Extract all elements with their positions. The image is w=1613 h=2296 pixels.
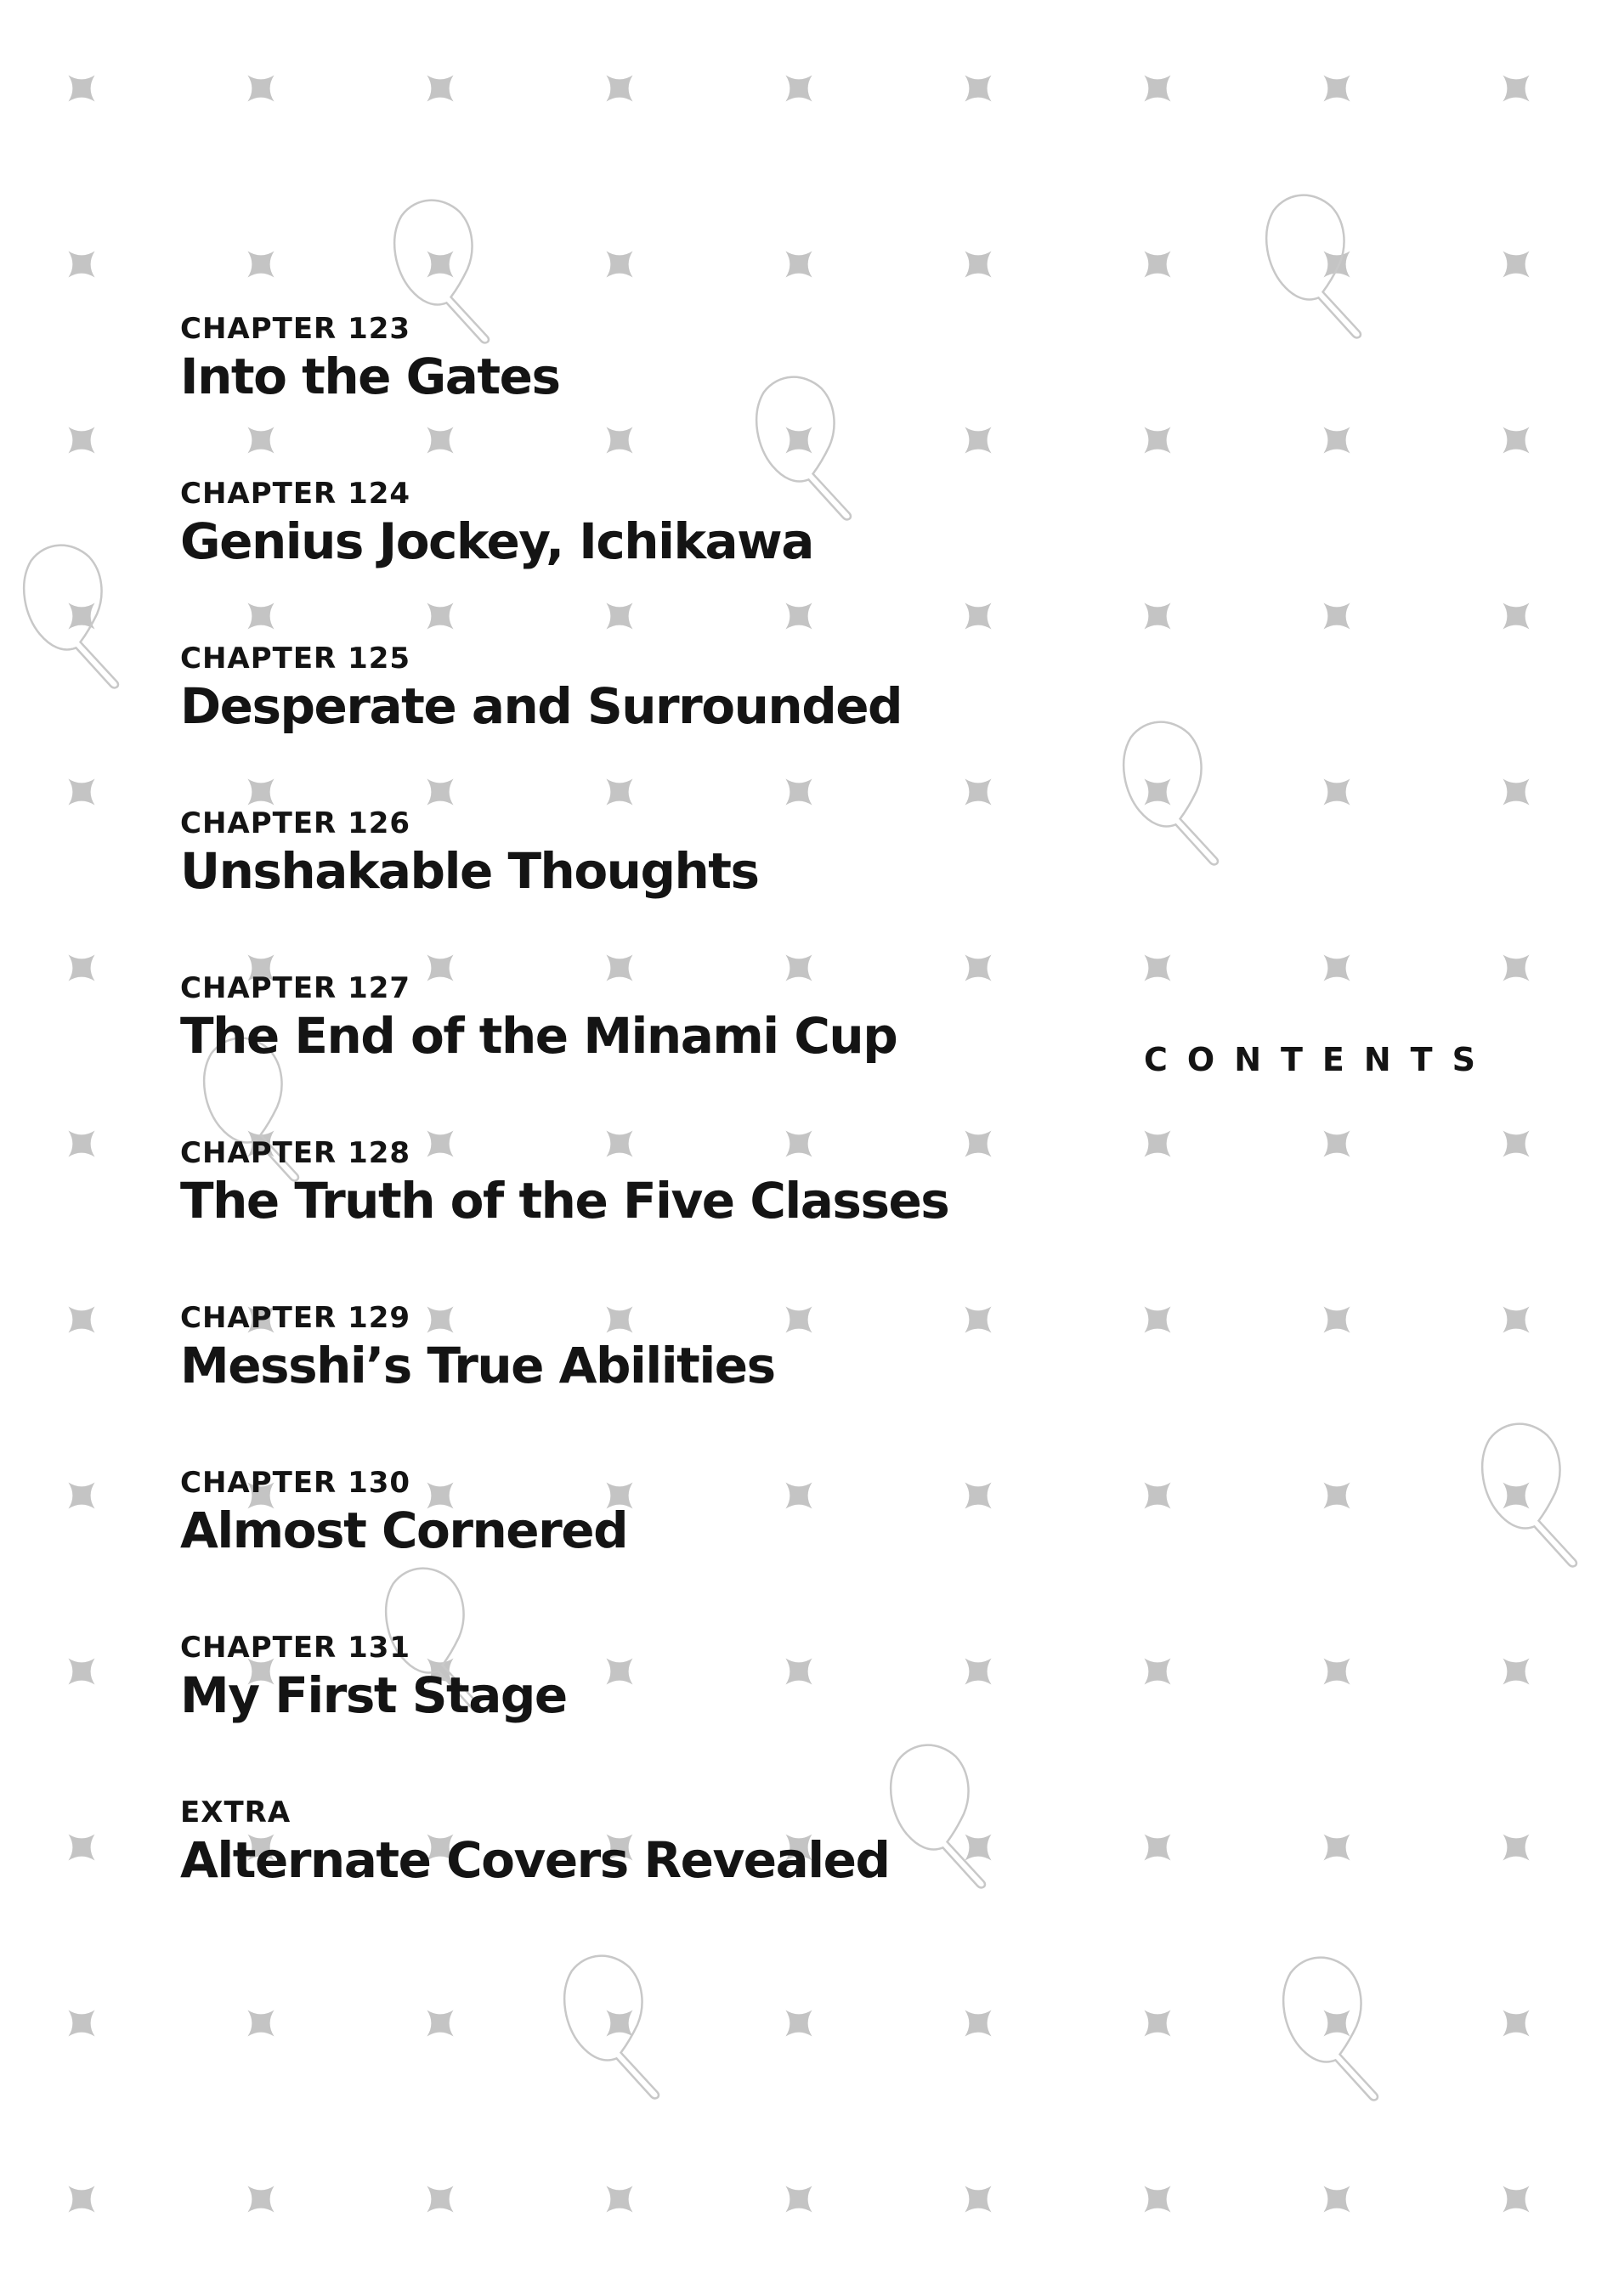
four-point-star-icon [1310, 590, 1363, 642]
four-point-star-icon [773, 1997, 825, 2050]
four-point-star-icon [952, 1997, 1005, 2050]
chapter-label: CHAPTER 126 [180, 806, 411, 840]
four-point-star-icon [1310, 1997, 1363, 2050]
four-point-star-icon [952, 590, 1005, 642]
four-point-star-icon [1310, 766, 1363, 818]
four-point-star-icon [1490, 62, 1542, 115]
chapter-label: CHAPTER 127 [180, 971, 411, 1005]
four-point-star-icon [1490, 1645, 1542, 1698]
four-point-star-icon [1490, 2173, 1542, 2225]
four-point-star-icon [55, 1293, 108, 1346]
leaf-outline-icon [558, 1950, 659, 2109]
four-point-star-icon [1131, 1293, 1184, 1346]
four-point-star-icon [1490, 590, 1542, 642]
four-point-star-icon [593, 238, 646, 291]
four-point-star-icon [1490, 1117, 1542, 1170]
toc-entry [180, 311, 948, 476]
four-point-star-icon [773, 62, 825, 115]
chapter-title: Desperate and Surrounded [180, 677, 903, 735]
chapter-label: CHAPTER 123 [180, 312, 411, 346]
four-point-star-icon [1131, 414, 1184, 467]
four-point-star-icon [414, 238, 467, 291]
four-point-star-icon [1131, 942, 1184, 994]
chapter-label: CHAPTER 124 [180, 477, 411, 511]
four-point-star-icon [1490, 1997, 1542, 2050]
four-point-star-icon [55, 1997, 108, 2050]
chapter-title: The End of the Minami Cup [180, 1007, 897, 1065]
four-point-star-icon [1131, 1645, 1184, 1698]
four-point-star-icon [1131, 1469, 1184, 1522]
toc-entry [180, 641, 948, 806]
four-point-star-icon [1490, 1469, 1542, 1522]
extra-title: Alternate Covers Revealed [180, 1831, 890, 1889]
four-point-star-icon [1490, 1293, 1542, 1346]
four-point-star-icon [1131, 590, 1184, 642]
four-point-star-icon [55, 766, 108, 818]
four-point-star-icon [952, 238, 1005, 291]
four-point-star-icon [1490, 766, 1542, 818]
four-point-star-icon [235, 238, 287, 291]
four-point-star-icon [55, 62, 108, 115]
toc-entry [180, 1630, 948, 1795]
four-point-star-icon [55, 590, 108, 642]
four-point-star-icon [952, 1117, 1005, 1170]
contents-heading: CONTENTS [1144, 1041, 1495, 1078]
four-point-star-icon [1490, 414, 1542, 467]
four-point-star-icon [1310, 1469, 1363, 1522]
chapter-label: CHAPTER 128 [180, 1136, 411, 1170]
leaf-outline-icon [1476, 1418, 1576, 1577]
four-point-star-icon [952, 942, 1005, 994]
four-point-star-icon [1310, 62, 1363, 115]
chapter-title: My First Stage [180, 1666, 567, 1724]
four-point-star-icon [235, 1997, 287, 2050]
four-point-star-icon [952, 1645, 1005, 1698]
four-point-star-icon [1490, 942, 1542, 994]
chapter-label: CHAPTER 125 [180, 642, 411, 676]
four-point-star-icon [55, 1645, 108, 1698]
four-point-star-icon [1131, 2173, 1184, 2225]
toc-entry [180, 806, 948, 970]
chapter-title: The Truth of the Five Classes [180, 1172, 949, 1230]
chapter-title: Almost Cornered [180, 1501, 628, 1559]
four-point-star-icon [773, 238, 825, 291]
four-point-star-icon [1310, 1645, 1363, 1698]
four-point-star-icon [235, 2173, 287, 2225]
toc-entry [180, 476, 948, 641]
four-point-star-icon [1310, 414, 1363, 467]
four-point-star-icon [952, 2173, 1005, 2225]
four-point-star-icon [593, 62, 646, 115]
chapter-title: Genius Jockey, Ichikawa [180, 512, 813, 570]
four-point-star-icon [1490, 238, 1542, 291]
toc-entry [180, 1135, 948, 1300]
toc-entry [180, 1795, 948, 1960]
four-point-star-icon [414, 2173, 467, 2225]
four-point-star-icon [1131, 1821, 1184, 1874]
four-point-star-icon [1310, 238, 1363, 291]
four-point-star-icon [952, 414, 1005, 467]
four-point-star-icon [1310, 2173, 1363, 2225]
chapter-title: Messhi’s True Abilities [180, 1337, 775, 1394]
four-point-star-icon [55, 238, 108, 291]
extra-label: EXTRA [180, 1796, 291, 1829]
four-point-star-icon [1310, 1821, 1363, 1874]
four-point-star-icon [1310, 1117, 1363, 1170]
four-point-star-icon [55, 1469, 108, 1522]
table-of-contents [180, 311, 948, 1960]
chapter-label: CHAPTER 130 [180, 1466, 411, 1500]
chapter-label: CHAPTER 131 [180, 1631, 411, 1665]
chapter-label: CHAPTER 129 [180, 1301, 411, 1335]
leaf-outline-icon [18, 540, 118, 698]
four-point-star-icon [1131, 238, 1184, 291]
chapter-title: Unshakable Thoughts [180, 842, 759, 900]
four-point-star-icon [1131, 1117, 1184, 1170]
four-point-star-icon [235, 62, 287, 115]
four-point-star-icon [1310, 1293, 1363, 1346]
four-point-star-icon [55, 1117, 108, 1170]
four-point-star-icon [1131, 62, 1184, 115]
four-point-star-icon [414, 1997, 467, 2050]
leaf-outline-icon [1118, 716, 1218, 875]
four-point-star-icon [593, 2173, 646, 2225]
four-point-star-icon [55, 942, 108, 994]
toc-entry [180, 1465, 948, 1630]
four-point-star-icon [1490, 1821, 1542, 1874]
toc-entry [180, 1300, 948, 1465]
four-point-star-icon [414, 62, 467, 115]
chapter-title: Into the Gates [180, 348, 560, 405]
four-point-star-icon [1131, 1997, 1184, 2050]
four-point-star-icon [952, 1293, 1005, 1346]
four-point-star-icon [952, 62, 1005, 115]
four-point-star-icon [952, 1469, 1005, 1522]
four-point-star-icon [55, 1821, 108, 1874]
four-point-star-icon [1310, 942, 1363, 994]
four-point-star-icon [55, 2173, 108, 2225]
four-point-star-icon [952, 766, 1005, 818]
toc-entry [180, 970, 948, 1135]
four-point-star-icon [773, 2173, 825, 2225]
four-point-star-icon [55, 414, 108, 467]
